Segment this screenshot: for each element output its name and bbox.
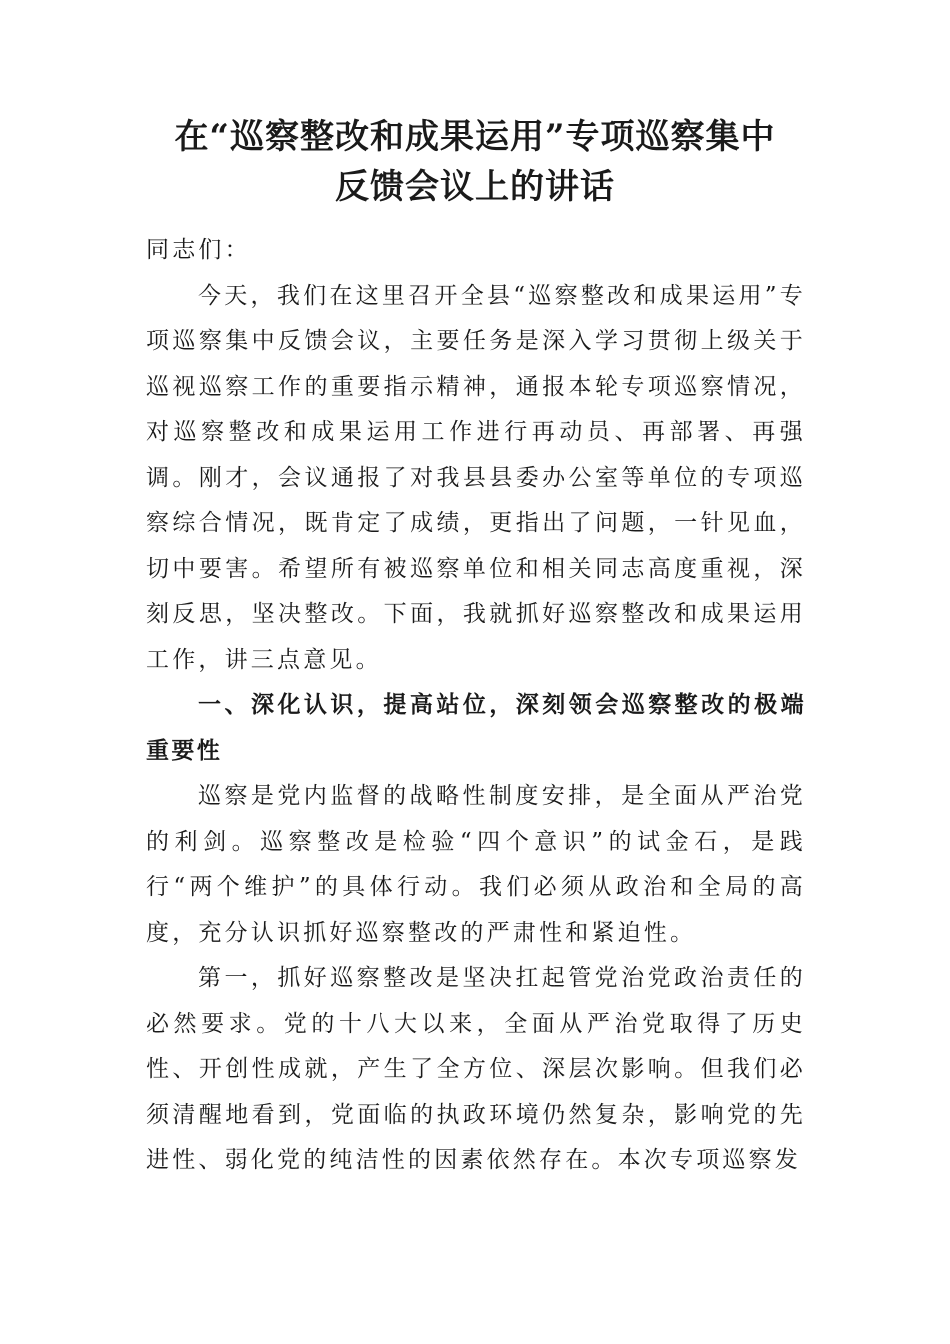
title-line-2: 反馈会议上的讲话 (335, 167, 615, 207)
section1-paragraph-1: 巡察是党内监督的战略性制度安排，是全面从严治党的利剑。巡察整改是检验“四个意识”的试金石，是践行“两个维护”的具体行动。我们必须从政治和全局的高度，充分认识抓好巡察整改的严肃性和紧迫性。 (146, 783, 806, 946)
section1-paragraph-2: 第一，抓好巡察整改是坚决扛起管党治党政治责任的必然要求。党的十八大以来，全面从严治党取得了历史性、开创性成就，产生了全方位、深层次影响。但我们必须清醒地看到，党面临的执政环境仍然复杂，影响党的先进性、弱化党的纯洁性的因素依然存在。本次专项巡察发 (146, 965, 806, 1173)
document-title (110, 112, 840, 212)
opening-paragraph: 今天，我们在这里召开全县“巡察整改和成果运用”专项巡察集中反馈会议，主要任务是深入学习贯彻上级关于巡视巡察工作的重要指示精神，通报本轮专项巡察情况，对巡察整改和成果运用工作进行再动员、再部署、再强调。刚才，会议通报了对我县县委办公室等单位的专项巡察综合情况，既肯定了成绩，更指出了问题，一针见血，切中要害。希望所有被巡察单位和相关同志高度重视，深刻反思，坚决整改。下面，我就抓好巡察整改和成果运用工作，讲三点意见。 (146, 282, 806, 673)
document-body (146, 228, 806, 1184)
section-heading-1: 一、深化认识，提高站位，深刻领会巡察整改的极端重要性 (146, 692, 806, 764)
title-line-1: 在“巡察整改和成果运用”专项巡察集中 (174, 117, 776, 157)
salutation: 同志们： (146, 237, 251, 263)
